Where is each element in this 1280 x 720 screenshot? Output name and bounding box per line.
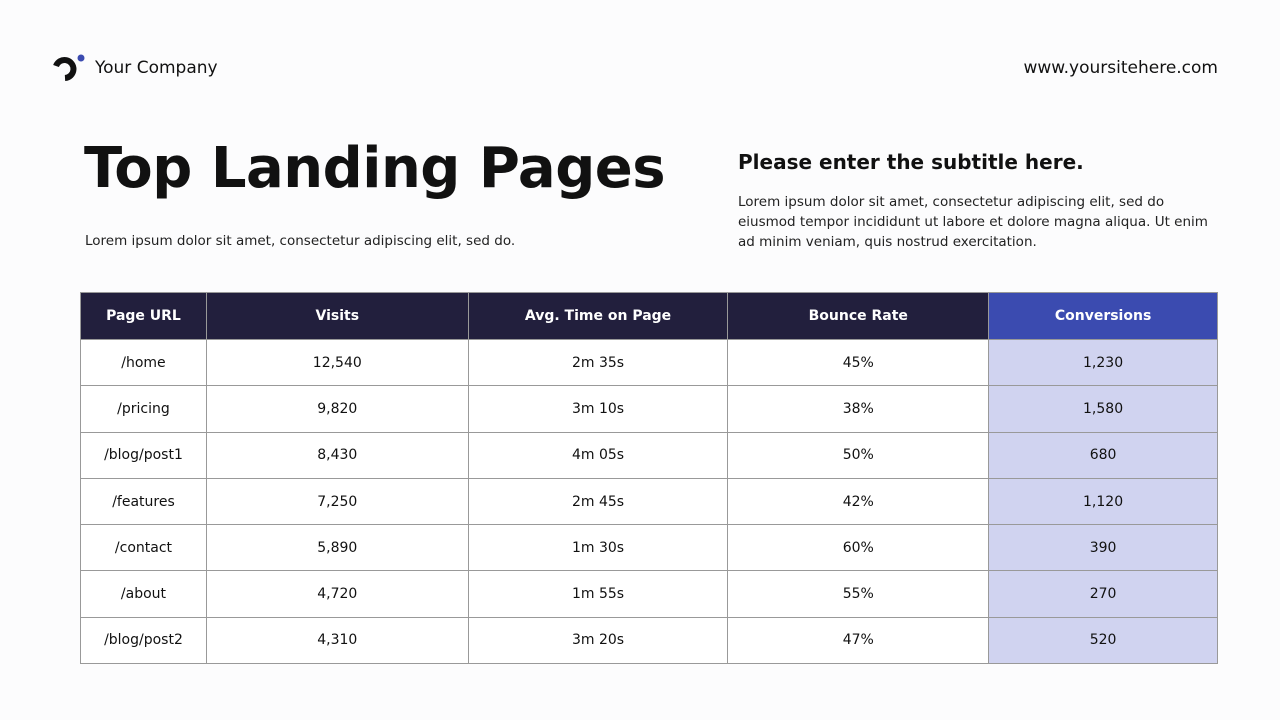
body-text: Lorem ipsum dolor sit amet, consectetur adipiscing elit, sed do eiusmod tempor incididunt ut labore et dolore magna aliqua. Ut enim ad minim veniam, quis nostrud exercitation. xyxy=(738,194,1208,250)
table-cell: 680 xyxy=(989,432,1218,478)
table-cell: 9,820 xyxy=(206,386,468,432)
table-cell: 1m 30s xyxy=(468,525,728,571)
company-logo-icon xyxy=(52,54,86,82)
table-cell: 390 xyxy=(989,525,1218,571)
table-cell: 12,540 xyxy=(206,340,468,386)
table-row xyxy=(81,478,1218,524)
table-cell: 4m 05s xyxy=(468,432,728,478)
table-cell: 1,580 xyxy=(989,386,1218,432)
subtitle: Please enter the subtitle here. xyxy=(738,150,1084,174)
table-cell: 38% xyxy=(728,386,989,432)
column-header: Bounce Rate xyxy=(728,293,989,340)
table-cell: 55% xyxy=(728,571,989,617)
table-cell: 4,310 xyxy=(206,617,468,663)
table-cell: 520 xyxy=(989,617,1218,663)
table-cell: /blog/post2 xyxy=(81,617,207,663)
table-cell: 4,720 xyxy=(206,571,468,617)
company-name: Your Company xyxy=(95,58,218,78)
table-cell: /blog/post1 xyxy=(81,432,207,478)
table-row xyxy=(81,340,1218,386)
table-cell: 50% xyxy=(728,432,989,478)
table-row xyxy=(81,617,1218,663)
website-url: www.yoursitehere.com xyxy=(1023,58,1218,78)
table-row xyxy=(81,571,1218,617)
table-cell: 60% xyxy=(728,525,989,571)
table-cell: 1,230 xyxy=(989,340,1218,386)
page-title: Top Landing Pages xyxy=(84,136,666,201)
column-header: Page URL xyxy=(81,293,207,340)
column-header: Avg. Time on Page xyxy=(468,293,728,340)
table-cell: 1,120 xyxy=(989,478,1218,524)
table-cell: 270 xyxy=(989,571,1218,617)
table-cell: /home xyxy=(81,340,207,386)
table-cell: 45% xyxy=(728,340,989,386)
table-cell: 7,250 xyxy=(206,478,468,524)
column-header: Visits xyxy=(206,293,468,340)
lead-text: Lorem ipsum dolor sit amet, consectetur adipiscing elit, sed do. xyxy=(85,233,516,249)
table-row xyxy=(81,525,1218,571)
column-header: Conversions xyxy=(989,293,1218,340)
table-cell: 5,890 xyxy=(206,525,468,571)
table-cell: /contact xyxy=(81,525,207,571)
table-row xyxy=(81,386,1218,432)
table-row xyxy=(81,432,1218,478)
table-cell: /about xyxy=(81,571,207,617)
table-cell: 3m 10s xyxy=(468,386,728,432)
table-cell: 1m 55s xyxy=(468,571,728,617)
table-cell: 3m 20s xyxy=(468,617,728,663)
table-cell: 2m 45s xyxy=(468,478,728,524)
landing-pages-table xyxy=(80,292,1218,664)
table-cell: /pricing xyxy=(81,386,207,432)
table-cell: 2m 35s xyxy=(468,340,728,386)
table-cell: 47% xyxy=(728,617,989,663)
table-cell: /features xyxy=(81,478,207,524)
table-cell: 8,430 xyxy=(206,432,468,478)
table-header-row xyxy=(81,293,1218,340)
table-cell: 42% xyxy=(728,478,989,524)
